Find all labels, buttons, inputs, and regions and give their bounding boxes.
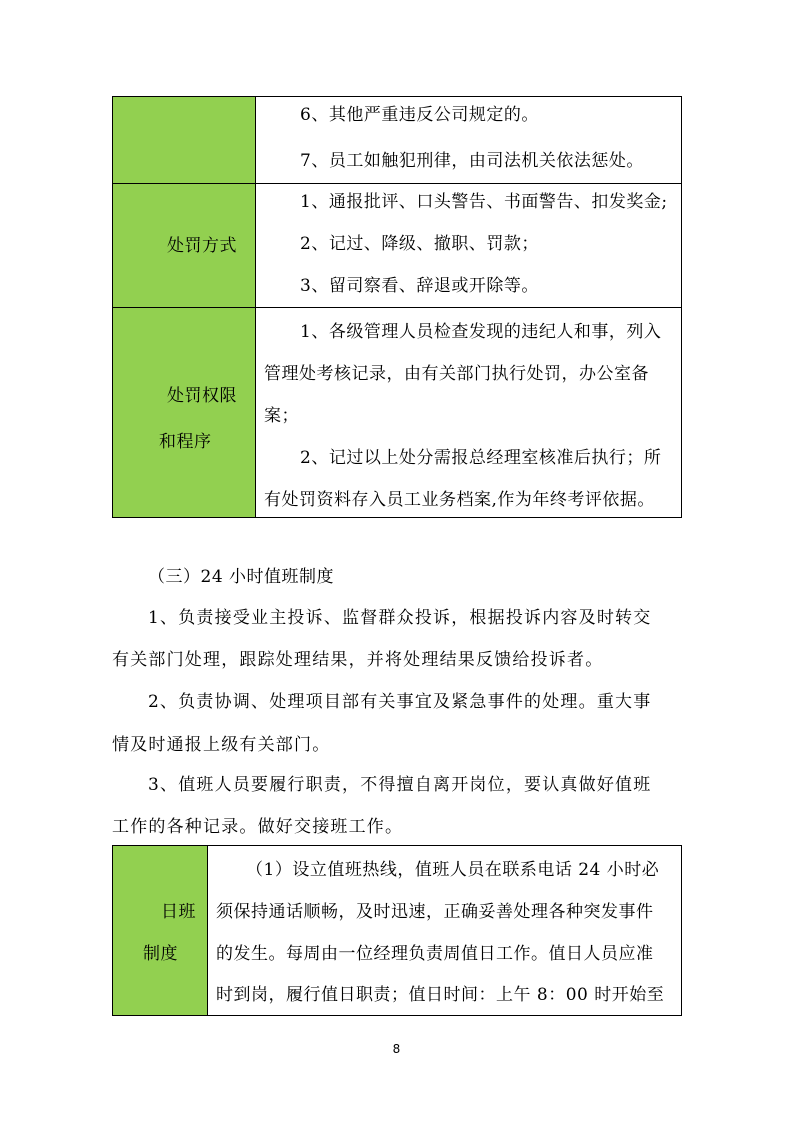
penalty-table [112,96,682,518]
text-line: 1、各级管理人员检查发现的违纪人和事，列入 [300,322,662,342]
paragraph-line: 1、负责接受业主投诉、监督群众投诉，根据投诉内容及时转交 [148,608,652,628]
table-row [113,97,682,184]
text-line: 的发生。每周由一位经理负责周值日工作。值日人员应准 [216,944,654,964]
table-row [113,308,682,518]
content-cell [256,97,682,184]
text-line: 须保持通话顺畅，及时迅速，正确妥善处理各种突发事件 [216,902,654,922]
text-line: 2、记过以上处分需报总经理室核准后执行；所 [300,448,662,468]
label-cell [113,308,256,518]
content-cell [256,184,682,308]
content-cell [256,308,682,518]
authority-label-line1: 处罚权限 [167,386,237,406]
section-heading: （三）24 小时值班制度 [148,567,335,587]
table-row [113,184,682,308]
paragraph-line: 2、负责协调、处理项目部有关事宜及紧急事件的处理。重大事 [148,692,652,712]
text-line: 1、通报批评、口头警告、书面警告、扣发奖金; [300,192,668,212]
text-line: 时到岗，履行值日职责；值日时间：上午 8：00 时开始至 [216,985,665,1005]
table-row [113,846,682,1016]
duty-table [112,845,682,1016]
text-line: 有处罚资料存入员工业务档案,作为年终考评依据。 [264,490,655,510]
text-line: （1）设立值班热线，值班人员在联系电话 24 小时必 [246,860,660,880]
paragraph-line: 有关部门处理，跟踪处理结果，并将处理结果反馈给投诉者。 [112,650,604,670]
day-shift-label-line1: 日班 [161,902,196,922]
text-line: 7、员工如触犯刑律，由司法机关依法惩处。 [300,151,644,171]
day-shift-label-line2: 制度 [143,944,178,964]
paragraph-line: 情及时通报上级有关部门。 [112,735,331,755]
label-cell [113,97,256,184]
page-number: 8 [392,1042,401,1056]
penalty-method-label: 处罚方式 [167,236,237,256]
paragraph-line: 3、值班人员要履行职责，不得擅自离开岗位，要认真做好值班 [148,775,652,795]
authority-label-line2: 和程序 [159,432,212,452]
label-cell [113,846,208,1016]
label-cell [113,184,256,308]
text-line: 管理处考核记录，由有关部门执行处罚，办公室备 [264,364,649,384]
text-line: 2、记过、降级、撤职、罚款； [300,234,539,254]
text-line: 案； [264,406,299,426]
content-cell [208,846,682,1016]
text-line: 3、留司察看、辞退或开除等。 [300,276,539,296]
paragraph-line: 工作的各种记录。做好交接班工作。 [112,817,404,837]
text-line: 6、其他严重违反公司规定的。 [300,105,539,125]
